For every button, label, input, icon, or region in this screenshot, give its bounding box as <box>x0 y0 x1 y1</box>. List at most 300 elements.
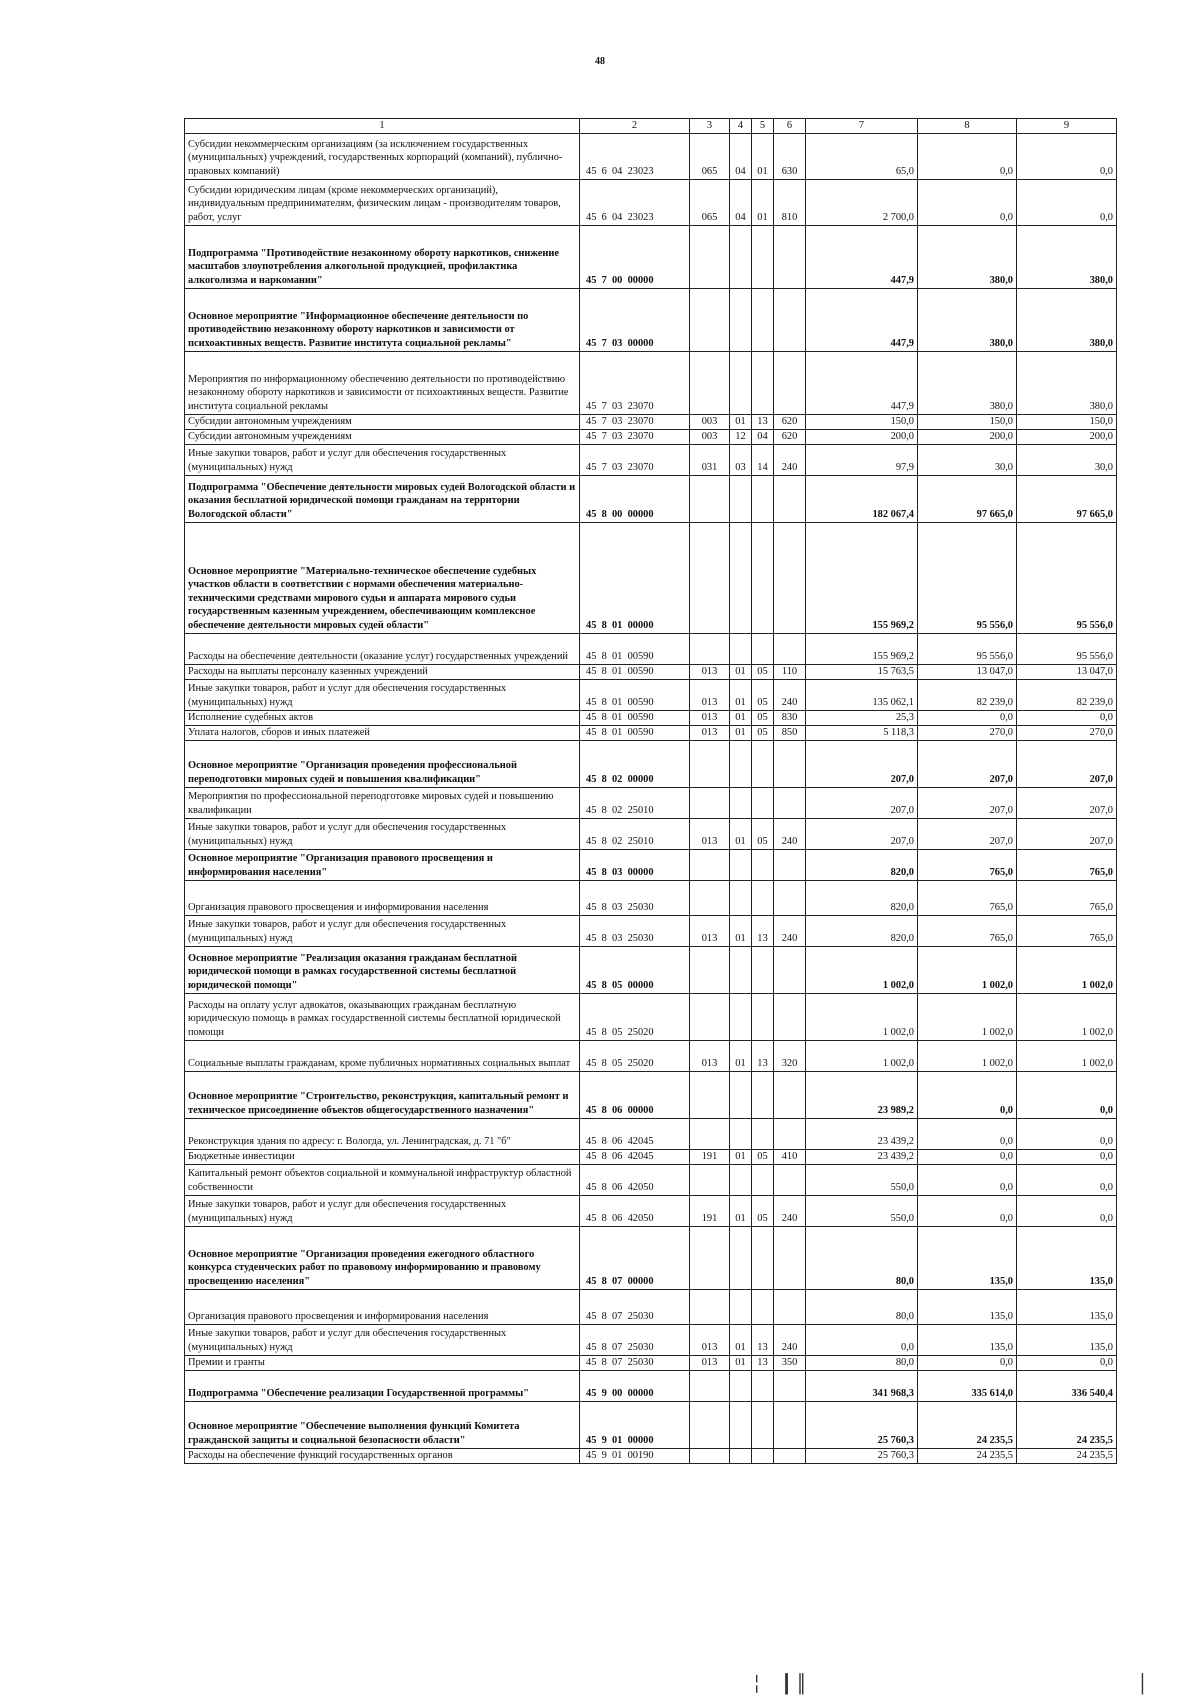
row-col6-cell: 240 <box>774 679 806 710</box>
row-col5-cell: 13 <box>752 1355 774 1370</box>
row-value7-cell: 25 760,3 <box>806 1401 918 1448</box>
row-col3-cell <box>690 849 730 880</box>
row-code-cell: 45 8 00 00000 <box>580 475 690 522</box>
row-value7-cell: 1 002,0 <box>806 946 918 993</box>
column-header: 5 <box>752 119 774 134</box>
row-col3-cell: 003 <box>690 414 730 429</box>
row-col5-cell: 05 <box>752 664 774 679</box>
row-name-cell: Основное мероприятие "Организация проведения профессиональной переподготовки мировых судей и повышения квалификации" <box>185 740 580 787</box>
row-value9-cell: 135,0 <box>1017 1289 1117 1324</box>
row-value8-cell: 82 239,0 <box>918 679 1017 710</box>
row-col5-cell: 05 <box>752 1149 774 1164</box>
row-value7-cell: 1 002,0 <box>806 1040 918 1071</box>
row-col3-cell: 013 <box>690 725 730 740</box>
row-col6-cell: 810 <box>774 179 806 225</box>
row-col3-cell <box>690 522 730 633</box>
row-value9-cell: 380,0 <box>1017 225 1117 288</box>
row-name-cell: Субсидии автономным учреждениям <box>185 429 580 444</box>
row-value8-cell: 1 002,0 <box>918 1040 1017 1071</box>
row-col5-cell: 04 <box>752 429 774 444</box>
row-value8-cell: 30,0 <box>918 444 1017 475</box>
row-value9-cell: 0,0 <box>1017 179 1117 225</box>
row-col3-cell <box>690 1289 730 1324</box>
row-value7-cell: 820,0 <box>806 915 918 946</box>
table-row <box>185 1401 1117 1448</box>
column-header: 1 <box>185 119 580 134</box>
row-col6-cell <box>774 475 806 522</box>
row-col6-cell <box>774 787 806 818</box>
row-value7-cell: 15 763,5 <box>806 664 918 679</box>
row-col5-cell <box>752 787 774 818</box>
page-number: 48 <box>595 56 605 67</box>
row-col6-cell <box>774 1118 806 1149</box>
row-col3-cell <box>690 1071 730 1118</box>
row-value8-cell: 207,0 <box>918 740 1017 787</box>
budget-table <box>184 118 1117 1464</box>
table-row <box>185 522 1117 633</box>
row-value7-cell: 80,0 <box>806 1289 918 1324</box>
row-value8-cell: 0,0 <box>918 1195 1017 1226</box>
row-value8-cell: 150,0 <box>918 414 1017 429</box>
row-value7-cell: 97,9 <box>806 444 918 475</box>
row-col3-cell: 013 <box>690 1040 730 1071</box>
row-col6-cell <box>774 1289 806 1324</box>
table-row <box>185 679 1117 710</box>
row-col3-cell <box>690 946 730 993</box>
row-col5-cell <box>752 288 774 351</box>
row-col4-cell <box>730 522 752 633</box>
row-col6-cell: 240 <box>774 1324 806 1355</box>
row-col3-cell: 013 <box>690 818 730 849</box>
row-value7-cell: 550,0 <box>806 1195 918 1226</box>
row-col4-cell: 04 <box>730 133 752 179</box>
row-value7-cell: 820,0 <box>806 880 918 915</box>
row-value8-cell: 380,0 <box>918 288 1017 351</box>
table-row <box>185 444 1117 475</box>
row-code-cell: 45 8 03 25030 <box>580 880 690 915</box>
row-value9-cell: 95 556,0 <box>1017 522 1117 633</box>
row-col3-cell: 003 <box>690 429 730 444</box>
row-col4-cell: 01 <box>730 710 752 725</box>
row-col3-cell <box>690 880 730 915</box>
table-row <box>185 946 1117 993</box>
table-row <box>185 1118 1117 1149</box>
row-col4-cell <box>730 740 752 787</box>
row-value7-cell: 23 439,2 <box>806 1118 918 1149</box>
row-col6-cell: 630 <box>774 133 806 179</box>
row-value8-cell: 335 614,0 <box>918 1370 1017 1401</box>
table-row <box>185 725 1117 740</box>
row-col5-cell: 13 <box>752 915 774 946</box>
row-code-cell: 45 7 03 23070 <box>580 414 690 429</box>
row-col3-cell: 065 <box>690 179 730 225</box>
row-value9-cell: 336 540,4 <box>1017 1370 1117 1401</box>
column-header: 2 <box>580 119 690 134</box>
row-value9-cell: 0,0 <box>1017 1195 1117 1226</box>
row-col3-cell <box>690 351 730 414</box>
row-col5-cell: 05 <box>752 679 774 710</box>
row-value9-cell: 207,0 <box>1017 740 1117 787</box>
row-name-cell: Расходы на обеспечение функций государственных органов <box>185 1448 580 1463</box>
row-code-cell: 45 8 01 00590 <box>580 710 690 725</box>
row-value8-cell: 765,0 <box>918 915 1017 946</box>
column-header: 7 <box>806 119 918 134</box>
row-col3-cell <box>690 1448 730 1463</box>
row-code-cell: 45 7 03 23070 <box>580 444 690 475</box>
row-value8-cell: 24 235,5 <box>918 1448 1017 1463</box>
row-col4-cell <box>730 1401 752 1448</box>
row-col4-cell <box>730 475 752 522</box>
row-col3-cell <box>690 225 730 288</box>
row-value9-cell: 380,0 <box>1017 351 1117 414</box>
row-col4-cell: 12 <box>730 429 752 444</box>
row-code-cell: 45 8 03 25030 <box>580 915 690 946</box>
row-col4-cell: 01 <box>730 1324 752 1355</box>
row-col4-cell: 01 <box>730 414 752 429</box>
row-col4-cell: 01 <box>730 818 752 849</box>
row-code-cell: 45 9 01 00190 <box>580 1448 690 1463</box>
row-col6-cell: 110 <box>774 664 806 679</box>
row-col5-cell <box>752 351 774 414</box>
row-value7-cell: 550,0 <box>806 1164 918 1195</box>
row-name-cell: Основное мероприятие "Строительство, реконструкция, капитальный ремонт и техническое присоединение объектов общегосударственного назначения" <box>185 1071 580 1118</box>
row-value7-cell: 2 700,0 <box>806 179 918 225</box>
row-code-cell: 45 8 05 25020 <box>580 1040 690 1071</box>
table-row <box>185 1164 1117 1195</box>
row-code-cell: 45 8 06 42050 <box>580 1195 690 1226</box>
row-value8-cell: 0,0 <box>918 710 1017 725</box>
row-code-cell: 45 7 03 23070 <box>580 429 690 444</box>
row-code-cell: 45 7 03 00000 <box>580 288 690 351</box>
row-name-cell: Расходы на выплаты персоналу казенных учреждений <box>185 664 580 679</box>
table-row <box>185 179 1117 225</box>
row-col4-cell <box>730 633 752 664</box>
row-col6-cell <box>774 946 806 993</box>
row-col3-cell: 031 <box>690 444 730 475</box>
row-col5-cell <box>752 633 774 664</box>
row-col5-cell <box>752 1071 774 1118</box>
row-code-cell: 45 8 07 25030 <box>580 1289 690 1324</box>
table-row <box>185 351 1117 414</box>
table-row <box>185 849 1117 880</box>
row-col5-cell <box>752 475 774 522</box>
table-row <box>185 1071 1117 1118</box>
row-col6-cell <box>774 1071 806 1118</box>
row-value7-cell: 5 118,3 <box>806 725 918 740</box>
row-col5-cell: 05 <box>752 1195 774 1226</box>
row-col4-cell <box>730 1226 752 1289</box>
row-value9-cell: 1 002,0 <box>1017 946 1117 993</box>
row-col4-cell <box>730 1164 752 1195</box>
row-value9-cell: 24 235,5 <box>1017 1401 1117 1448</box>
row-col6-cell <box>774 1226 806 1289</box>
row-col5-cell <box>752 1226 774 1289</box>
table-row <box>185 288 1117 351</box>
row-name-cell: Иные закупки товаров, работ и услуг для обеспечения государственных (муниципальных) нужд <box>185 444 580 475</box>
row-value9-cell: 0,0 <box>1017 1149 1117 1164</box>
row-value9-cell: 270,0 <box>1017 725 1117 740</box>
row-value8-cell: 270,0 <box>918 725 1017 740</box>
row-col6-cell: 240 <box>774 444 806 475</box>
row-value9-cell: 765,0 <box>1017 915 1117 946</box>
row-col3-cell <box>690 787 730 818</box>
table-row <box>185 915 1117 946</box>
row-value9-cell: 30,0 <box>1017 444 1117 475</box>
row-col5-cell <box>752 1289 774 1324</box>
row-code-cell: 45 8 03 00000 <box>580 849 690 880</box>
row-col4-cell: 04 <box>730 179 752 225</box>
row-col6-cell <box>774 288 806 351</box>
row-col6-cell <box>774 1401 806 1448</box>
row-value9-cell: 150,0 <box>1017 414 1117 429</box>
row-col3-cell <box>690 740 730 787</box>
row-col3-cell: 013 <box>690 710 730 725</box>
row-name-cell: Основное мероприятие "Обеспечение выполнения функций Комитета гражданской защиты и социальной безопасности области" <box>185 1401 580 1448</box>
row-name-cell: Субсидии некоммерческим организациям (за исключением государственных (муниципальных) учреждений, государственных корпораций (компаний), публично-правовых компаний) <box>185 133 580 179</box>
row-name-cell: Иные закупки товаров, работ и услуг для обеспечения государственных (муниципальных) нужд <box>185 1195 580 1226</box>
row-col4-cell <box>730 880 752 915</box>
row-code-cell: 45 8 01 00590 <box>580 664 690 679</box>
row-name-cell: Основное мероприятие "Реализация оказания гражданам бесплатной юридической помощи в рамках государственной системы бесплатной юридической помощи" <box>185 946 580 993</box>
row-name-cell: Подпрограмма "Противодействие незаконному обороту наркотиков, снижение масштабов злоупотребления алкогольной продукцией, профилактика алкоголизма и наркомании" <box>185 225 580 288</box>
row-value8-cell: 0,0 <box>918 1118 1017 1149</box>
row-value7-cell: 23 989,2 <box>806 1071 918 1118</box>
row-col6-cell: 240 <box>774 818 806 849</box>
row-name-cell: Иные закупки товаров, работ и услуг для обеспечения государственных (муниципальных) нужд <box>185 915 580 946</box>
row-value9-cell: 1 002,0 <box>1017 1040 1117 1071</box>
row-col6-cell <box>774 225 806 288</box>
row-col4-cell <box>730 1448 752 1463</box>
row-col6-cell: 350 <box>774 1355 806 1370</box>
row-value8-cell: 207,0 <box>918 787 1017 818</box>
row-value8-cell: 0,0 <box>918 179 1017 225</box>
row-value7-cell: 25,3 <box>806 710 918 725</box>
row-col5-cell <box>752 1370 774 1401</box>
row-col6-cell: 850 <box>774 725 806 740</box>
row-value9-cell: 97 665,0 <box>1017 475 1117 522</box>
row-col6-cell: 620 <box>774 429 806 444</box>
table-row <box>185 429 1117 444</box>
row-value7-cell: 65,0 <box>806 133 918 179</box>
row-value7-cell: 182 067,4 <box>806 475 918 522</box>
row-col4-cell <box>730 1071 752 1118</box>
row-col6-cell: 320 <box>774 1040 806 1071</box>
row-value9-cell: 82 239,0 <box>1017 679 1117 710</box>
row-code-cell: 45 8 05 25020 <box>580 993 690 1040</box>
row-col5-cell <box>752 1118 774 1149</box>
row-col5-cell <box>752 1401 774 1448</box>
row-col6-cell <box>774 633 806 664</box>
row-col6-cell <box>774 1164 806 1195</box>
row-value8-cell: 0,0 <box>918 1071 1017 1118</box>
row-col5-cell <box>752 946 774 993</box>
row-name-cell: Мероприятия по профессиональной переподготовке мировых судей и повышению квалификации <box>185 787 580 818</box>
row-col4-cell <box>730 225 752 288</box>
row-code-cell: 45 6 04 23023 <box>580 133 690 179</box>
row-col3-cell: 013 <box>690 664 730 679</box>
table-row <box>185 1370 1117 1401</box>
row-value7-cell: 447,9 <box>806 351 918 414</box>
row-col3-cell: 013 <box>690 1324 730 1355</box>
row-name-cell: Капитальный ремонт объектов социальной и коммунальной инфраструктур областной собственности <box>185 1164 580 1195</box>
row-col3-cell <box>690 993 730 1040</box>
row-name-cell: Основное мероприятие "Информационное обеспечение деятельности по противодействию незаконному обороту наркотиков и зависимости от психоактивных веществ. Развитие института социальной рекламы" <box>185 288 580 351</box>
row-value8-cell: 0,0 <box>918 1164 1017 1195</box>
row-col4-cell: 01 <box>730 1040 752 1071</box>
row-col6-cell <box>774 880 806 915</box>
row-col5-cell: 01 <box>752 133 774 179</box>
row-value7-cell: 341 968,3 <box>806 1370 918 1401</box>
row-code-cell: 45 8 07 00000 <box>580 1226 690 1289</box>
row-value8-cell: 95 556,0 <box>918 633 1017 664</box>
row-value7-cell: 150,0 <box>806 414 918 429</box>
row-name-cell: Основное мероприятие "Материально-техническое обеспечение судебных участков области в соответствии с нормами обеспечения материально-техническими средствами мирового судьи и аппарата мирового судьи государственным казенным учреждением, обеспечивающим комплексное обеспечение деятельности мировых судей области" <box>185 522 580 633</box>
row-code-cell: 45 8 06 42045 <box>580 1118 690 1149</box>
row-col5-cell <box>752 993 774 1040</box>
row-value9-cell: 0,0 <box>1017 1164 1117 1195</box>
row-col5-cell: 14 <box>752 444 774 475</box>
row-col6-cell <box>774 849 806 880</box>
row-col4-cell <box>730 1370 752 1401</box>
row-col3-cell: 065 <box>690 133 730 179</box>
row-col3-cell: 191 <box>690 1195 730 1226</box>
row-col5-cell: 13 <box>752 1040 774 1071</box>
column-header: 9 <box>1017 119 1117 134</box>
row-code-cell: 45 8 02 00000 <box>580 740 690 787</box>
table-row <box>185 740 1117 787</box>
row-col5-cell <box>752 740 774 787</box>
row-value7-cell: 0,0 <box>806 1324 918 1355</box>
row-col4-cell: 01 <box>730 725 752 740</box>
row-col5-cell: 01 <box>752 179 774 225</box>
row-col3-cell <box>690 288 730 351</box>
row-col5-cell <box>752 1448 774 1463</box>
row-col6-cell <box>774 351 806 414</box>
row-value7-cell: 80,0 <box>806 1226 918 1289</box>
row-value9-cell: 95 556,0 <box>1017 633 1117 664</box>
row-value8-cell: 0,0 <box>918 133 1017 179</box>
scan-artifact-marks: ╎ ┃║ │ <box>751 1674 1152 1695</box>
row-col3-cell <box>690 1226 730 1289</box>
row-value8-cell: 380,0 <box>918 225 1017 288</box>
row-code-cell: 45 7 03 23070 <box>580 351 690 414</box>
row-col4-cell <box>730 1118 752 1149</box>
table-row <box>185 664 1117 679</box>
row-name-cell: Социальные выплаты гражданам, кроме публичных нормативных социальных выплат <box>185 1040 580 1071</box>
row-col4-cell: 01 <box>730 1195 752 1226</box>
row-value8-cell: 0,0 <box>918 1149 1017 1164</box>
row-name-cell: Подпрограмма "Обеспечение деятельности мировых судей Вологодской области и оказания бесплатной юридической помощи гражданам на территории Вологодской области" <box>185 475 580 522</box>
table-row <box>185 880 1117 915</box>
row-value7-cell: 23 439,2 <box>806 1149 918 1164</box>
row-col4-cell: 01 <box>730 1355 752 1370</box>
row-col5-cell: 05 <box>752 710 774 725</box>
table-row <box>185 818 1117 849</box>
row-col5-cell: 13 <box>752 414 774 429</box>
row-name-cell: Иные закупки товаров, работ и услуг для обеспечения государственных (муниципальных) нужд <box>185 818 580 849</box>
column-header: 6 <box>774 119 806 134</box>
table-row <box>185 1226 1117 1289</box>
row-col3-cell: 013 <box>690 915 730 946</box>
row-value7-cell: 80,0 <box>806 1355 918 1370</box>
row-col4-cell <box>730 993 752 1040</box>
row-value8-cell: 135,0 <box>918 1324 1017 1355</box>
row-name-cell: Организация правового просвещения и информирования населения <box>185 1289 580 1324</box>
row-value9-cell: 380,0 <box>1017 288 1117 351</box>
row-col5-cell <box>752 880 774 915</box>
table-row <box>185 710 1117 725</box>
row-value7-cell: 200,0 <box>806 429 918 444</box>
row-col6-cell: 240 <box>774 915 806 946</box>
row-value7-cell: 25 760,3 <box>806 1448 918 1463</box>
row-col6-cell: 830 <box>774 710 806 725</box>
table-row <box>185 993 1117 1040</box>
row-value7-cell: 207,0 <box>806 787 918 818</box>
row-col5-cell <box>752 1164 774 1195</box>
row-col6-cell <box>774 1448 806 1463</box>
row-value8-cell: 97 665,0 <box>918 475 1017 522</box>
row-value9-cell: 135,0 <box>1017 1324 1117 1355</box>
table-row <box>185 414 1117 429</box>
row-code-cell: 45 7 00 00000 <box>580 225 690 288</box>
table-row <box>185 133 1117 179</box>
row-code-cell: 45 8 06 00000 <box>580 1071 690 1118</box>
row-value9-cell: 0,0 <box>1017 133 1117 179</box>
row-value8-cell: 765,0 <box>918 880 1017 915</box>
row-value7-cell: 207,0 <box>806 740 918 787</box>
row-col4-cell <box>730 946 752 993</box>
row-col3-cell <box>690 633 730 664</box>
row-col3-cell: 013 <box>690 679 730 710</box>
row-code-cell: 45 8 01 00590 <box>580 679 690 710</box>
column-header: 4 <box>730 119 752 134</box>
row-col6-cell: 240 <box>774 1195 806 1226</box>
row-code-cell: 45 8 06 42045 <box>580 1149 690 1164</box>
row-col3-cell <box>690 1118 730 1149</box>
row-code-cell: 45 9 00 00000 <box>580 1370 690 1401</box>
row-col4-cell <box>730 849 752 880</box>
row-col4-cell: 01 <box>730 664 752 679</box>
row-value7-cell: 447,9 <box>806 225 918 288</box>
row-col3-cell <box>690 1370 730 1401</box>
row-col3-cell: 013 <box>690 1355 730 1370</box>
row-value7-cell: 820,0 <box>806 849 918 880</box>
row-value9-cell: 13 047,0 <box>1017 664 1117 679</box>
row-name-cell: Субсидии автономным учреждениям <box>185 414 580 429</box>
row-code-cell: 45 8 07 25030 <box>580 1324 690 1355</box>
row-value8-cell: 135,0 <box>918 1226 1017 1289</box>
row-col5-cell <box>752 225 774 288</box>
row-name-cell: Бюджетные инвестиции <box>185 1149 580 1164</box>
column-header: 8 <box>918 119 1017 134</box>
row-name-cell: Организация правового просвещения и информирования населения <box>185 880 580 915</box>
row-value7-cell: 207,0 <box>806 818 918 849</box>
row-name-cell: Основное мероприятие "Организация правового просвещения и информирования населения" <box>185 849 580 880</box>
row-col4-cell <box>730 288 752 351</box>
row-value8-cell: 0,0 <box>918 1355 1017 1370</box>
row-name-cell: Основное мероприятие "Организация проведения ежегодного областного конкурса студенческих работ по правовому информированию и правовому просвещению населения" <box>185 1226 580 1289</box>
row-code-cell: 45 8 05 00000 <box>580 946 690 993</box>
row-value8-cell: 200,0 <box>918 429 1017 444</box>
row-name-cell: Мероприятия по информационному обеспечению деятельности по противодействию незаконному обороту наркотиков и зависимости от психоактивных веществ. Развитие института социальной рекламы <box>185 351 580 414</box>
row-col6-cell <box>774 522 806 633</box>
row-col6-cell <box>774 1370 806 1401</box>
row-col4-cell: 01 <box>730 679 752 710</box>
table-row <box>185 1195 1117 1226</box>
table-row <box>185 1040 1117 1071</box>
row-name-cell: Премии и гранты <box>185 1355 580 1370</box>
row-name-cell: Иные закупки товаров, работ и услуг для обеспечения государственных (муниципальных) нужд <box>185 1324 580 1355</box>
